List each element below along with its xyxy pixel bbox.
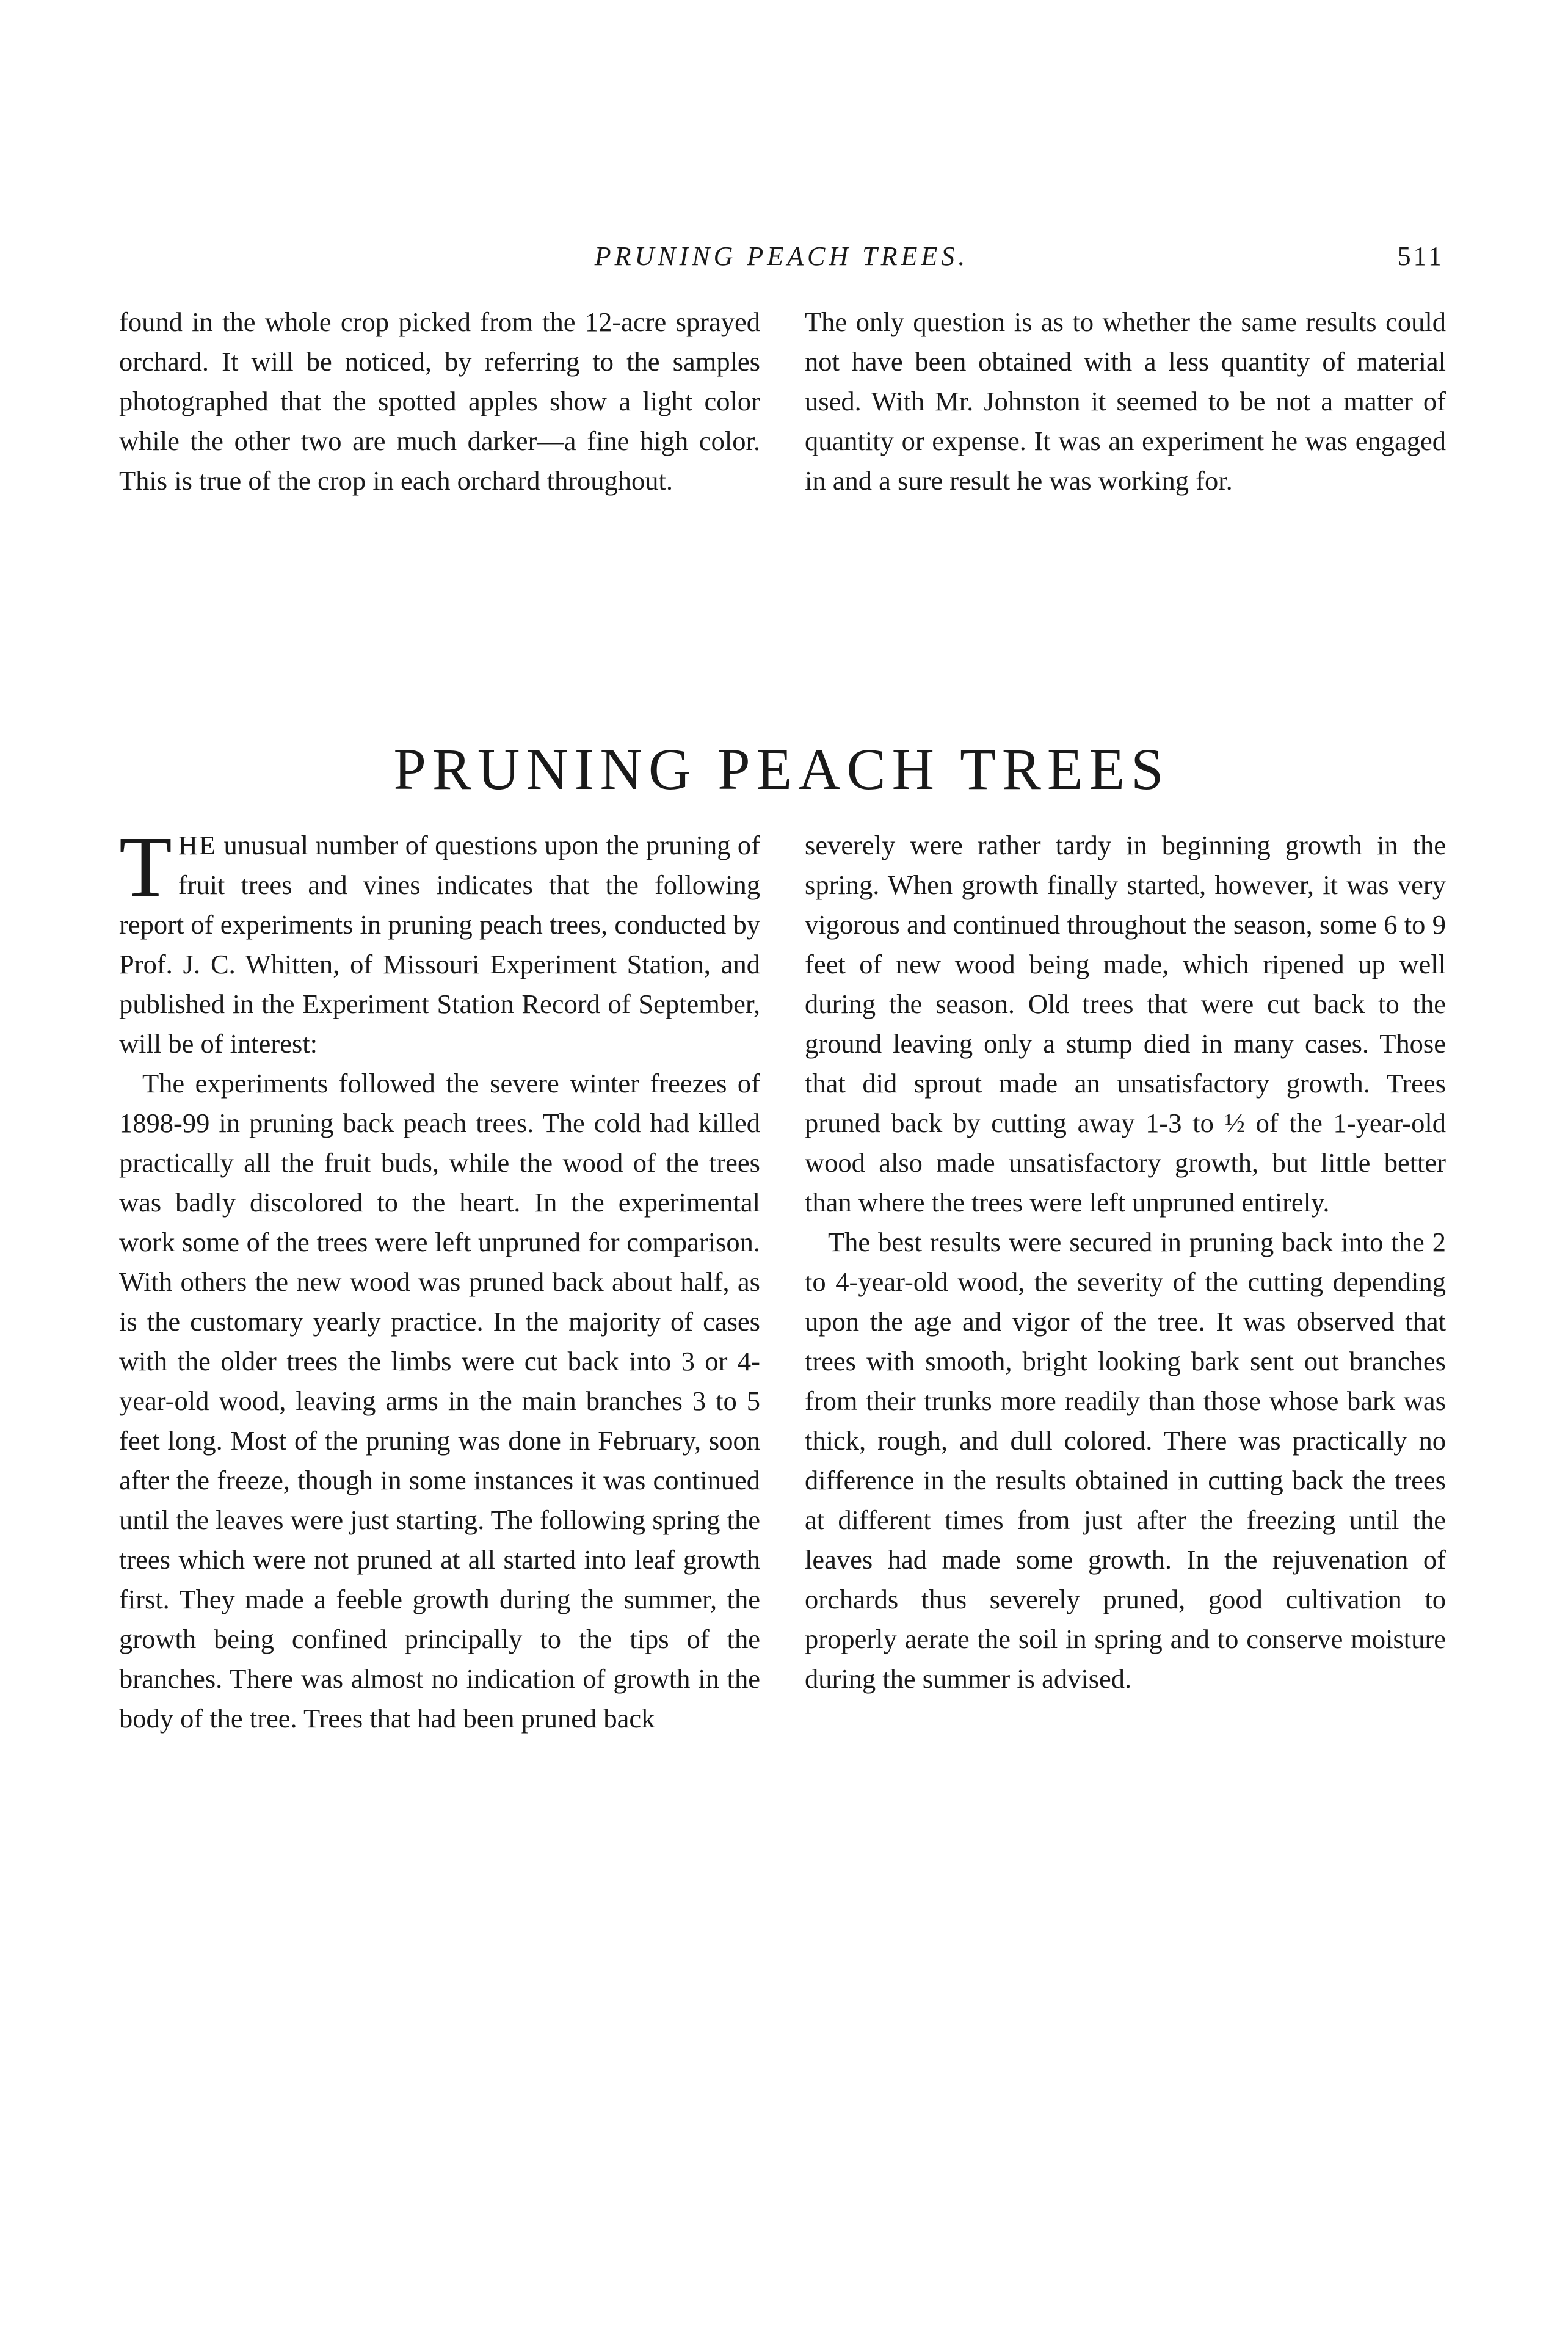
article-left-column <box>119 818 760 1738</box>
drop-cap: T <box>119 818 172 915</box>
article-paragraph: The best results were secured in pruning back into the 2 to 4-year-old wood, the severity of the cutting depending upon the age and vigor of the tree. It was observed that trees with smooth, bright looking bark sent out branches from their trunks more readily than those whose bark was thick, rough, and dull colored. There was practically no difference in the results obtained in cutting back the trees at different times from just after the freezing until the leaves had made some growth. In the rejuvenation of orchards thus severely pruned, good cultivation to properly aerate the soil in spring and to conserve moisture during the summer is advised. <box>805 1227 1446 1694</box>
lead-caps: HE <box>178 830 217 860</box>
previous-article-paragraph: found in the whole crop picked from the 12-acre sprayed orchard. It will be noticed, by referring to the samples photographed that the spotted apples show a light color while the other two are much darker—a fine high color. This is true of the crop in each orchard throughout. <box>119 307 760 496</box>
page-number: 511 <box>1397 241 1444 271</box>
previous-article-paragraph: The only question is as to whether the same results could not have been obtained with a less quantity of material used. With Mr. Johnston it seemed to be not a matter of quantity or expense. It was an experiment he was engaged in and a sure result he was working for. <box>805 307 1446 496</box>
article-title: PRUNING PEACH TREES <box>393 736 1170 802</box>
running-header <box>119 235 1444 278</box>
article-right-column <box>805 826 1446 1699</box>
previous-article-left-column <box>119 302 760 501</box>
previous-article-right-column <box>805 302 1446 501</box>
article-paragraph: The experiments followed the severe winter freezes of 1898-99 in pruning back peach trees. The cold had killed practically all the fruit buds, while the wood of the trees was badly discolored to the heart. In the experimental work some of the trees were left unpruned for comparison. With others the new wood was pruned back about half, as is the customary yearly practice. In the majority of cases with the older trees the limbs were cut back into 3 or 4-year-old wood, leaving arms in the main branches 3 to 5 feet long. Most of the pruning was done in February, soon after the freeze, though in some instances it was continued until the leaves were just starting. The following spring the trees which were not pruned at all started into leaf growth first. They made a feeble growth during the summer, the growth being confined principally to the tips of the branches. There was almost no indication of growth in the body of the tree. Trees that had been pruned back <box>119 1068 760 1734</box>
article-paragraph-text: unusual number of questions upon the pruning of fruit trees and vines indicates that the following report of experiments in pruning peach trees, conducted by Prof. J. C. Whitten, of Missouri Experiment Station, and published in the Experiment Station Record of September, will be of interest: <box>119 830 760 1059</box>
article-paragraph <box>119 818 760 1064</box>
article-paragraph: severely were rather tardy in beginning growth in the spring. When growth finally started, however, it was very vigorous and continued throughout the season, some 6 to 9 feet of new wood being made, which ripened up well during the season. Old trees that were cut back to the ground leaving only a stump died in many cases. Those that did sprout made an unsatisfactory growth. Trees pruned back by cutting away 1-3 to ½ of the 1-year-old wood also made unsatisfactory growth, but little better than where the trees were left unpruned entirely. <box>805 830 1446 1218</box>
running-title: PRUNING PEACH TREES. <box>594 241 969 271</box>
